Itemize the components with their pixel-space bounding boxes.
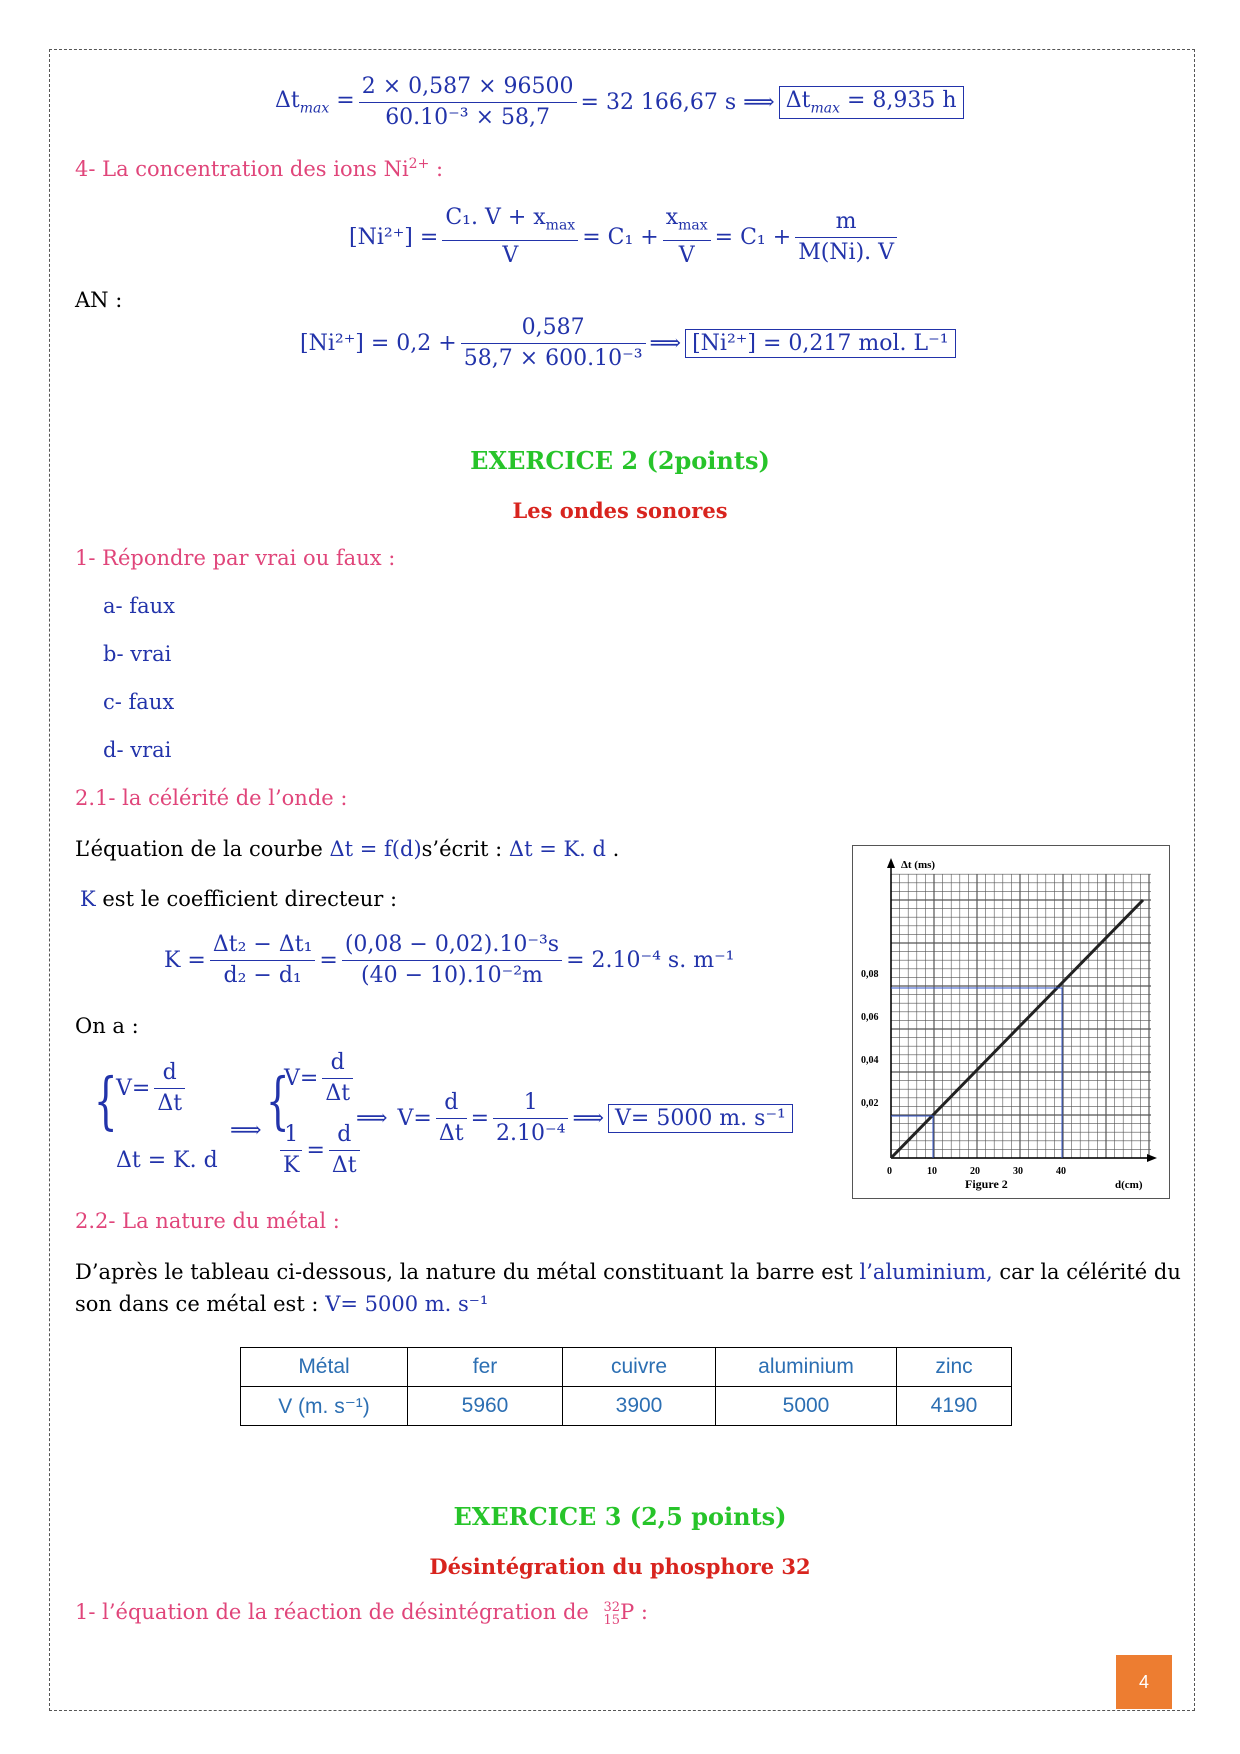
- nature-text-line2: son dans ce métal est : V= 5000 m. s⁻¹: [75, 1292, 489, 1316]
- table-cell-zinc: 4190: [897, 1387, 1012, 1426]
- page-number: 4: [1116, 1655, 1172, 1709]
- table-cell-cuivre: 3900: [563, 1387, 716, 1426]
- figure-caption: Figure 2: [965, 1177, 1008, 1191]
- k-definition: K est le coefficient directeur :: [80, 887, 398, 911]
- table-header-zinc: zinc: [897, 1348, 1012, 1387]
- concentration-formula: [Ni²⁺] = $\frac{C_1. V + x_{max}}{V}$ = C₁ + $\frac{x_{max}}{V}$ = C₁ + $\frac{m}{M(Ni). V}$: [349, 203, 901, 271]
- concentration-result-box: [Ni²⁺] = 0,217 mol. L⁻¹: [685, 329, 955, 358]
- y-tick-002: 0,02: [861, 1098, 879, 1109]
- curve-equation-line: L’équation de la courbe Δt = f(d)s’écrit : Δt = K. d .: [75, 837, 620, 861]
- section4-heading: 4- La concentration des ions $Ni^{2+}$ :: [75, 156, 444, 181]
- answer-b: b- vrai: [103, 642, 172, 666]
- figure-2-graph: [852, 845, 1170, 1199]
- table-cell-aluminium: 5000: [716, 1387, 897, 1426]
- velocity-result-box: V= 5000 m. s⁻¹: [608, 1104, 793, 1133]
- x-tick-10: 10: [927, 1166, 937, 1177]
- table-row: [241, 1387, 1012, 1426]
- answer-d: d- vrai: [103, 738, 172, 762]
- y-axis-label: Δt (ms): [901, 859, 936, 871]
- answer-a: a- faux: [103, 594, 175, 618]
- x-tick-20: 20: [970, 1166, 980, 1177]
- y-tick-008: 0,08: [861, 969, 879, 980]
- velocity-system: { V= $\frac{d}{\Delta t}$ Δt = K. d ⟹ { V= $\frac{d}{\Delta t}$ $\frac{1}{K}$ = $\frac{d}{\Delta t}$ ⟹ V= $\frac{d}{\Delta t}$ = $\frac{1}{\text{2.10⁻⁴}}$ ⟹ V= 5000 m. s⁻¹: [94, 1058, 814, 1188]
- graph-svg: [853, 846, 1169, 1198]
- exercise2-q1: 1- Répondre par vrai ou faux :: [75, 546, 396, 570]
- x-tick-30: 30: [1013, 1166, 1023, 1177]
- nature-text-line1: D’après le tableau ci-dessous, la nature du métal constituant la barre est l’aluminium, car la célérité du: [75, 1260, 1181, 1284]
- exercise2-q22: 2.2- La nature du métal :: [75, 1209, 340, 1233]
- table-header-fer: fer: [408, 1348, 563, 1387]
- metal-speed-table: [240, 1347, 1012, 1426]
- dt-max-result-box: $\Delta t_{max} = 8,935$ h: [779, 86, 964, 118]
- exercise2-title: EXERCICE 2 (2points): [470, 446, 770, 475]
- x-tick-40: 40: [1056, 1166, 1066, 1177]
- y-tick-006: 0,06: [861, 1012, 879, 1023]
- table-header-cuivre: cuivre: [563, 1348, 716, 1387]
- y-tick-004: 0,04: [861, 1055, 879, 1066]
- table-header-row: [241, 1348, 1012, 1387]
- an-formula: [Ni²⁺] = 0,2 + $\frac{0,587}{\text{58,7 × 600.10⁻³}}$ ⟹ [Ni²⁺] = 0,217 mol. L⁻¹: [300, 313, 960, 374]
- on-a-label: On a :: [75, 1014, 139, 1038]
- x-axis-label: d(cm): [1115, 1179, 1143, 1191]
- y-axis-arrow: [887, 858, 895, 868]
- an-label: AN :: [75, 288, 123, 312]
- answer-c: c- faux: [103, 690, 175, 714]
- x-tick-0: 0: [887, 1166, 892, 1177]
- table-header-label: Métal: [241, 1348, 408, 1387]
- exercise3-q1: 1- l’équation de la réaction de désintégration de 32 15 P :: [75, 1599, 648, 1628]
- x-axis-arrow: [1147, 1154, 1157, 1162]
- exercise3-title: EXERCICE 3 (2,5 points): [453, 1502, 787, 1531]
- table-cell-fer: 5960: [408, 1387, 563, 1426]
- dt-max-equation: $\Delta t_{max}$ = $\frac{2 \times 0,587 \times 96500}{\text{60.10⁻³ × 58,7}}$ = 32 166,67 s ⟹ $\Delta t_{max} = 8,935$ h: [275, 72, 968, 133]
- graph-grid: [891, 874, 1151, 1158]
- table-row-label: V (m. s⁻¹): [241, 1387, 408, 1426]
- exercise2-q21: 2.1- la célérité de l’onde :: [75, 786, 348, 810]
- k-formula: K = $\frac{\text{Δt₂ − Δt₁}}{\text{d₂ − d₁}}$ = $\frac{\text{(0,08 − 0,02).10⁻³s}}{\text{(40 − 10).10⁻²m}}$ = 2.10⁻⁴ s. m⁻¹: [164, 930, 739, 991]
- table-header-aluminium: aluminium: [716, 1348, 897, 1387]
- exercise2-subtitle: Les ondes sonores: [512, 498, 728, 523]
- exercise3-subtitle: Désintégration du phosphore 32: [429, 1554, 811, 1579]
